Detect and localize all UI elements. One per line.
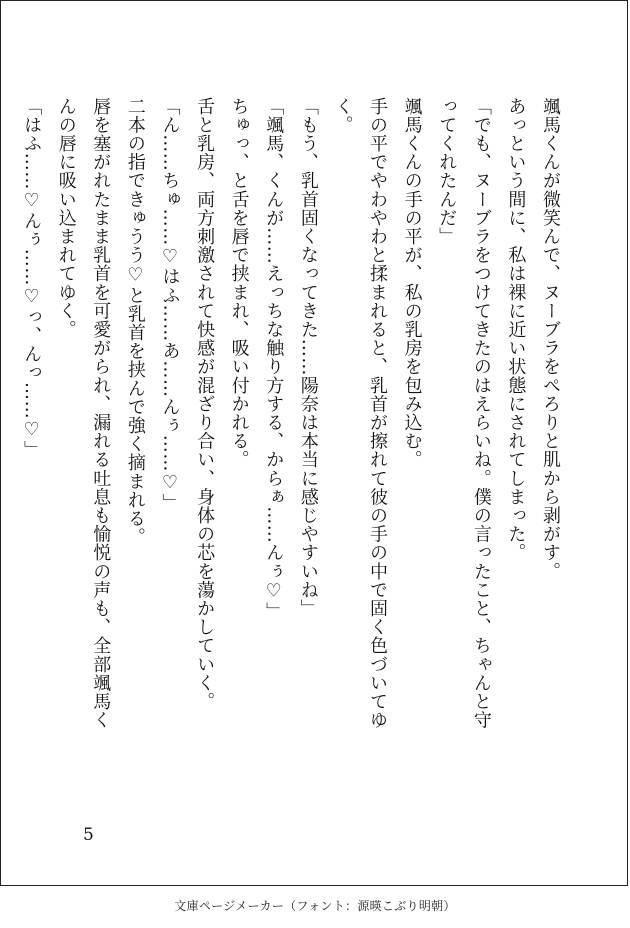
paragraph: 唇を塞がれたまま乳首を可愛がられ、漏れる吐息も愉悦の声も、全部颯馬くんの唇に吸い込まれてゆく。 bbox=[55, 97, 112, 730]
paragraph: ちゅっ、と舌を唇で挟まれ、吸い付かれる。 bbox=[228, 97, 250, 469]
body-text bbox=[21, 97, 567, 737]
paragraph: 舌と乳房、両方刺激されて快感が混ざり合い、身体の芯を蕩かしていく。 bbox=[194, 97, 216, 711]
paragraph: 二本の指できゅうう♡と乳首を挟んで強く摘まれる。 bbox=[124, 97, 146, 547]
paragraph: 「でも、ヌーブラをつけてきたのはえらいね。僕の言ったこと、ちゃんと守ってくれたんだ」 bbox=[436, 97, 492, 730]
paragraph: 颯馬くんが微笑んで、ヌーブラをぺろりと肌から剥がす。 bbox=[540, 97, 561, 581]
paragraph: 颯馬くんの手の平が、私の乳房を包み込む。 bbox=[401, 97, 423, 469]
paragraph: 「はふ……♡んぅ……♡っ、んっ……♡」 bbox=[21, 97, 43, 460]
paragraph: 「もう、乳首固くなってきた……陽奈は本当に感じやすいね」 bbox=[297, 97, 319, 618]
paragraph: あっという間に、私は裸に近い状態にされてしまった。 bbox=[505, 97, 527, 562]
page-number: 5 bbox=[83, 825, 94, 845]
paragraph: 手の平でやわやわと揉まれると、乳首が擦れて彼の手の中で固く色づいてゆく。 bbox=[332, 97, 389, 730]
paragraph: 「ん……ちゅ……♡はふ……あ……んぅ……♡」 bbox=[159, 97, 181, 513]
paragraph: 「颯馬、くんが……えっちな触り方する、からぁ……んぅ♡」 bbox=[263, 97, 285, 621]
footer-credit: 文庫ページメーカー（フォント：源暎こぶり明朝） bbox=[174, 899, 456, 913]
